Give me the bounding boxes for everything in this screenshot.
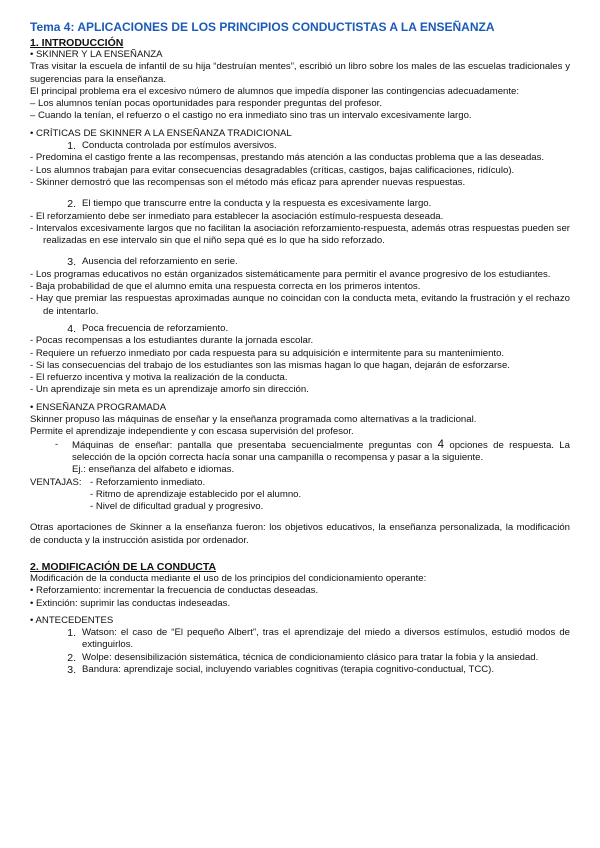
list-item: - Si las consecuencias del trabajo de los estudiantes son las mismas hagan lo que hagan, dejarán de esforzarse.: [30, 359, 510, 371]
paragraph-problema: El principal problema era el excesivo número de alumnos que impedía disponer las contingencias adecuadamente:: [30, 85, 520, 97]
list-item: - Predomina el castigo frente a las recompensas, prestando más atención a las conductas problema que a las deseadas.: [30, 152, 545, 164]
critica-title: Conducta controlada por estímulos aversivos.: [82, 140, 277, 152]
list-number: 2.: [67, 198, 76, 211]
list-item: - Los alumnos trabajan para evitar consecuencias desagradables (críticas, castigos, bajas calificaciones, ridículo).: [30, 164, 515, 176]
bullet-antecedentes: • ANTECEDENTES: [30, 614, 114, 626]
document-title: Tema 4: APLICACIONES DE LOS PRINCIPIOS CONDUCTISTAS A LA ENSEÑANZA: [30, 20, 495, 34]
bullet-extincion: • Extinción: suprimir las conductas indeseadas.: [30, 597, 231, 609]
critica-title: Poca frecuencia de reforzamiento.: [82, 322, 229, 334]
list-item: - El reforzamiento debe ser inmediato para establecer la asociación estímulo-respuesta deseada.: [30, 210, 444, 222]
numbered-antecedente-1: 1. Watson: el caso de “El pequeño Albert”, tras el aprendizaje del miedo a diversos estímulos, estudió modos de extinguirlos.: [30, 627, 570, 652]
paragraph-otras-aportaciones: Otras aportaciones de Skinner a la enseñanza fueron: los objetivos educativos, la enseñanza personalizada, la modificación de conducta y la instrucción asistida por ordenador.: [30, 522, 570, 546]
paragraph-aprendizaje-independiente: Permite el aprendizaje independiente y con escasa supervisión del profesor.: [30, 426, 354, 438]
numbered-critica-1: [30, 140, 570, 152]
ventaja-item: - Ritmo de aprendizaje establecido por el alumno.: [90, 488, 302, 500]
ventajas-label: VENTAJAS:: [30, 476, 82, 488]
dash-marker: -: [55, 438, 59, 450]
list-number: 3.: [67, 256, 76, 269]
list-item: - El refuerzo incentiva y motiva la realización de la conducta.: [30, 372, 288, 384]
critica-title: Ausencia del reforzamiento en serie.: [82, 256, 238, 268]
bullet-reforzamiento: • Reforzamiento: incrementar la frecuencia de conductas deseadas.: [30, 585, 319, 597]
bullet-criticas: • CRÍTICAS DE SKINNER A LA ENSEÑANZA TRADICIONAL: [30, 127, 292, 139]
list-item: - Pocas recompensas a los estudiantes durante la jornada escolar.: [30, 335, 314, 347]
list-number: 4.: [67, 322, 76, 335]
paragraph-maquinas-ensenar: - Máquinas de enseñar: pantalla que presentaba secuencialmente preguntas con 4 opciones de respuesta. La selección de la opción correcta hacía sonar una campanilla o recompensa y pasar a la siguiente.: [55, 438, 570, 463]
ventajas-row: [30, 477, 570, 489]
list-item: - Skinner demostró que las recompensas son el método más eficaz para aprender nuevas respuestas.: [30, 176, 466, 188]
list-number: 1.: [67, 627, 76, 640]
list-item: - Los programas educativos no están organizados sistemáticamente para permitir el avance progresivo de los estudiantes.: [30, 268, 551, 280]
list-number: 1.: [67, 140, 76, 153]
paragraph-visita: Tras visitar la escuela de infantil de su hija “destruían mentes”, escribió un libro sobre los males de las escuelas tradicionales y sugerencias para la enseñanza.: [30, 61, 570, 85]
numbered-antecedente-3: 3. Bandura: aprendizaje social, incluyendo variables cognitivas (terapia cognitivo-conductual, TCC).: [30, 664, 570, 676]
list-item: - Un aprendizaje sin meta es un aprendizaje amorfo sin dirección.: [30, 384, 309, 396]
list-item: - Intervalos excesivamente largos que no facilitan la asociación reforzamiento-respuesta, además otras respuestas pueden ser realizadas en ese intervalo sin que el niño sepa qué es lo que ha sido reforzado.: [30, 222, 570, 247]
numbered-antecedente-2: 2. Wolpe: desensibilización sistemática, técnica de condicionamiento clásico para tratar la fobia y la ansiedad.: [30, 652, 570, 664]
dash-item: – Cuando la tenían, el refuerzo o el castigo no era inmediato sino tras un intervalo excesivamente largo.: [30, 110, 472, 122]
bullet-skinner-ensenanza: • SKINNER Y LA ENSEÑANZA: [30, 49, 163, 60]
numbered-critica-4: [30, 323, 570, 335]
numbered-critica-3: [30, 256, 570, 268]
list-number: 2.: [67, 651, 76, 664]
paragraph-maquinas: Skinner propuso las máquinas de enseñar y la enseñanza programada como alternativas a la tradicional.: [30, 414, 477, 426]
list-item: - Baja probabilidad de que el alumno emita una respuesta correcta en los primeros intentos.: [30, 281, 421, 293]
list-item: - Requiere un refuerzo inmediato por cada respuesta para su adquisición e intermitente para su mantenimiento.: [30, 347, 505, 359]
bullet-ensenanza-programada: • ENSEÑANZA PROGRAMADA: [30, 401, 167, 413]
section-heading-modificacion: 2. MODIFICACIÓN DE LA CONDUCTA: [30, 560, 217, 573]
ventaja-item: - Nivel de dificultad gradual y progresivo.: [90, 501, 264, 513]
list-item: - Hay que premiar las respuestas aproximadas aunque no coincidan con la conducta meta, evitando la frustración y el rechazo de intentarlo.: [30, 293, 570, 317]
numbered-critica-2: [30, 198, 570, 210]
dash-item: – Los alumnos tenían pocas oportunidades para responder preguntas del profesor.: [30, 98, 383, 110]
section-heading-introduccion: 1. INTRODUCCIÓN: [30, 37, 124, 49]
critica-title: El tiempo que transcurre entre la conducta y la respuesta es excesivamente largo.: [82, 198, 432, 210]
ventaja-item: - Reforzamiento inmediato.: [90, 476, 206, 488]
paragraph-modificacion: Modificación de la conducta mediante el uso de los principios del condicionamiento operante:: [30, 572, 427, 584]
paragraph-ejemplo: Ej.: enseñanza del alfabeto e idiomas.: [72, 464, 235, 476]
list-number: 3.: [67, 664, 76, 677]
